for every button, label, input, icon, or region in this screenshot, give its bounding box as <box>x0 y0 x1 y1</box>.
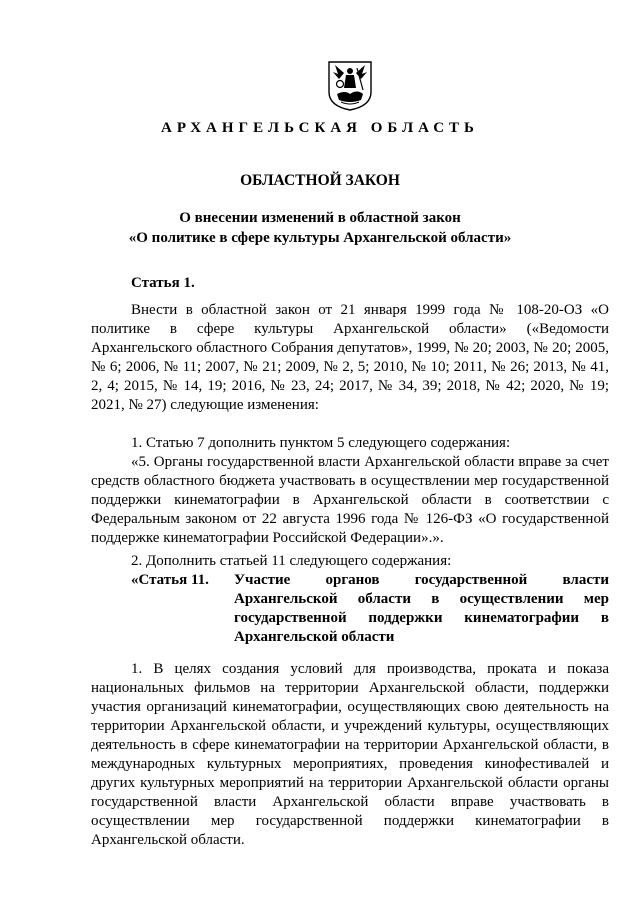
article-11-title: Участие органов государственной власти Архангельской области в осуществлении мер государственной поддержки кинематографии в Архангельской области <box>234 572 609 645</box>
region-name: АРХАНГЕЛЬСКАЯ ОБЛАСТЬ <box>161 120 479 136</box>
article-1-intro: Внести в областной закон от 21 января 1999 года № 108-20-ОЗ «О политике в сфере культуры Архангельской области» («Ведомости Архангельского областного Собрания депутатов», 1999, № 20; 2003, № 20; 2005, № 6; 2006, № 11; 2007, № 21; 2009, № 2, 5; 2010, № 10; 2011, № 26; 2013, № 41, 2, 4; 2015, № 14, 19; 2016, № 23, 24; 2017, № 34, 39; 2018, № 42; 2020, № 19; 2021, № 27) следующие изменения: <box>91 302 609 413</box>
article-11-paragraph-1: 1. В целях создания условий для производства, проката и показа национальных фильмов на территории Архангельской области, поддержки участия организаций кинематографии, осуществляющих свою деятельность на территории Архангельской области, и учреждений культуры, осуществляющих деятельность в сфере кинематографии на территории Архангельской области, в международных культурных мероприятиях, проведения кинофестивалей и других культурных мероприятий на территории Архангельской области органы государственной власти Архангельской области вправе участвовать в осуществлении мер государственной поддержки кинематографии в Архангельской области. <box>91 661 609 848</box>
law-title-line-2: «О политике в сфере культуры Архангельской области» <box>128 230 512 246</box>
article-1-heading: Статья 1. <box>131 275 195 291</box>
item-1-lead: 1. Статью 7 дополнить пунктом 5 следующего содержания: <box>131 435 511 451</box>
law-title <box>0 208 640 248</box>
item-1-text: «5. Органы государственной власти Архангельской области вправе за счет средств областного бюджета участвовать в осуществлении мер государственной поддержки кинематографии в Архангельской области в соответствии с Федеральным законом от 22 августа 1996 года № 126-ФЗ «О государственной поддержке кинематографии Российской Федерации».». <box>91 454 609 546</box>
law-type-heading: ОБЛАСТНОЙ ЗАКОН <box>240 172 400 189</box>
item-2-lead: 2. Дополнить статьей 11 следующего содержания: <box>131 553 452 569</box>
article-11-number: «Статья 11. <box>131 572 209 588</box>
arkhangelsk-coat-of-arms-icon <box>327 60 373 112</box>
law-title-line-1: О внесении изменений в областной закон <box>179 210 461 226</box>
